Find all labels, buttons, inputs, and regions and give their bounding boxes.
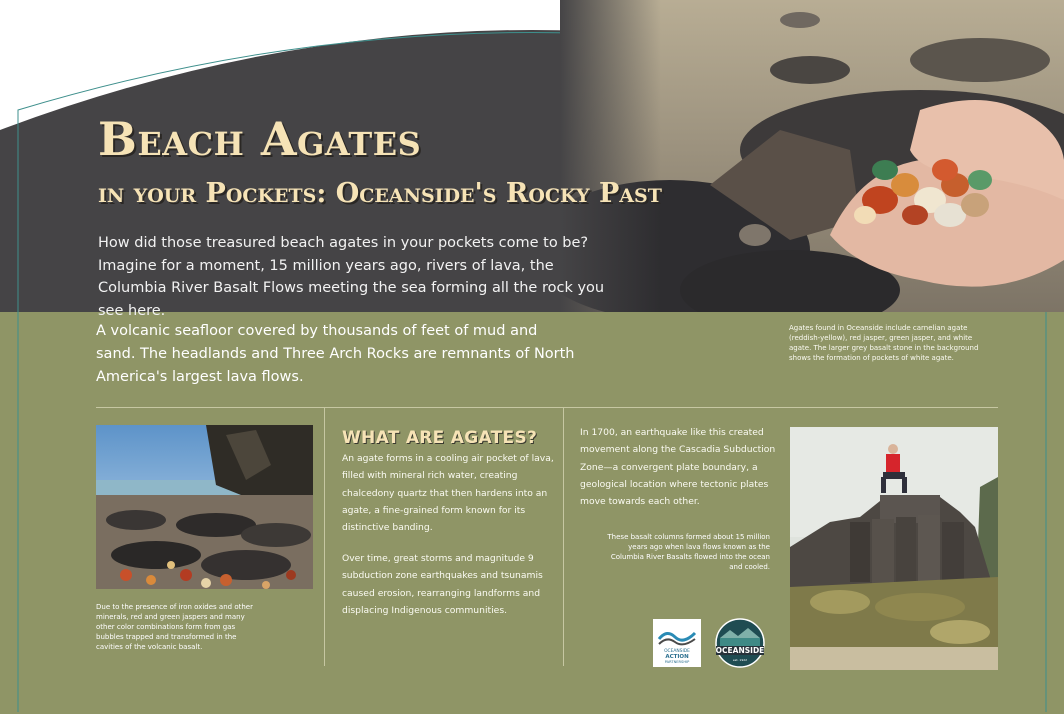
agates-photo-caption: Agates found in Oceanside include carnelian agate (reddish-yellow), red jasper, green jasper, and white agate. The larger grey basalt stone in the background shows the formation of pockets of white agate. [789,324,979,362]
hands-holding-agates-photo [560,0,1064,312]
intro-paragraph: How did those treasured beach agates in your pockets come to be? Imagine for a moment, 15 million years ago, rivers of lava, the Columbia River Basalt Flows meeting the sea forming all the rock you see here. [98,235,605,319]
beach-agates-photo [96,425,313,589]
svg-text:OCEANSIDE: OCEANSIDE [664,649,690,654]
earthquake-paragraph: In 1700, an earthquake like this created movement along the Cascadia Subduction Zone—a convergent plate boundary, a geological location where tectonic plates move towards each other. [580,427,776,508]
page-title: Beach Agates [98,112,422,166]
oceanside-logo [712,618,768,668]
basalt-columns-photo [790,427,998,670]
column-divider [324,408,325,666]
oceanside-action-partnership-logo [653,619,701,667]
svg-text:est. 1922: est. 1922 [732,658,748,662]
iron-oxides-caption: Due to the presence of iron oxides and other minerals, red and green jaspers and many other color combinations form from gas bubbles trapped and transformed in the cavities of the volcanic basalt. [96,603,253,651]
horizontal-divider [96,407,998,408]
page-subtitle: in your Pockets: Oceanside's Rocky Past [98,178,662,209]
erosion-paragraph: Over time, great storms and magnitude 9 subduction zone earthquakes and tsunamis caused erosion, rearranging landforms and displacing Indigenous communities. [342,553,543,616]
svg-text:ACTION: ACTION [665,654,689,660]
agate-formation-paragraph: An agate forms in a cooling air pocket of lava, filled with mineral rich water, creating chalcedony quartz that then hardens into an agate, a fine-grained form known for its distinctive banding. [342,453,554,534]
column-divider [563,408,564,666]
lead-paragraph: A volcanic seafloor covered by thousands of feet of mud and sand. The headlands and Three Arch Rocks are remnants of North America's largest lava flows. [96,323,575,385]
svg-text:OCEANSIDE: OCEANSIDE [715,646,765,655]
svg-text:PARTNERSHIP: PARTNERSHIP [664,660,690,664]
what-are-agates-heading: WHAT ARE AGATES? [342,428,538,448]
basalt-columns-caption: These basalt columns formed about 15 million years ago when lava flows known as the Columbia River Basalts flowed into the ocean and cooled. [607,533,770,571]
wave-icon [653,619,701,667]
